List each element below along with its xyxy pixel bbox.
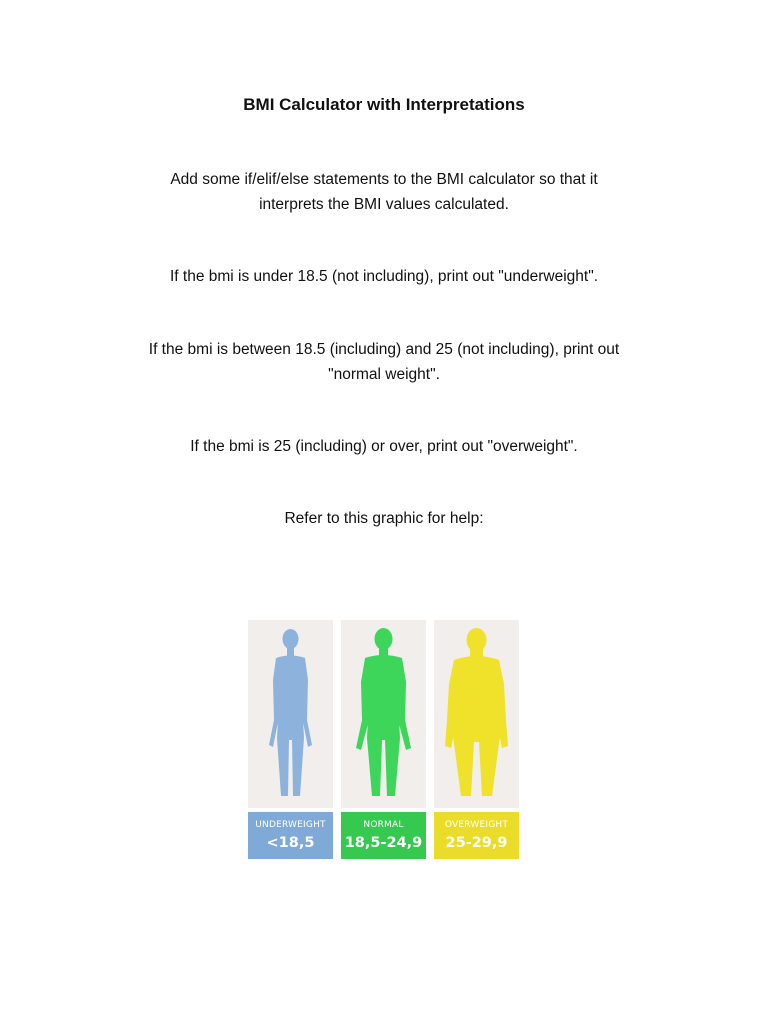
category-label: OVERWEIGHT [444, 820, 509, 830]
paragraph-line: If the bmi is 25 (including) or over, print out "overweight". [190, 438, 578, 455]
paragraph-graphic-reference [104, 506, 664, 531]
figure-background [248, 620, 333, 808]
paragraph-underweight-rule [104, 264, 664, 289]
label-normal [341, 812, 426, 859]
paragraph-line: interprets the BMI values calculated. [259, 196, 509, 213]
overweight-figure-icon [434, 620, 519, 808]
paragraph-line: If the bmi is between 18.5 (including) and 25 (not including), print out [148, 341, 620, 358]
normal-figure-icon [341, 620, 426, 808]
paragraph-normal-rule [104, 337, 664, 387]
range-label: <18,5 [266, 835, 315, 851]
figure-background [434, 620, 519, 808]
category-label: NORMAL [363, 820, 404, 830]
underweight-figure-icon [248, 620, 333, 808]
category-label: UNDERWEIGHT [255, 820, 326, 830]
bmi-panel-normal [341, 620, 426, 860]
bmi-graphic [248, 620, 520, 860]
range-label: 25-29,9 [445, 835, 508, 851]
range-label: 18,5-24,9 [344, 835, 423, 851]
paragraph-line: "normal weight". [328, 366, 440, 383]
label-overweight [434, 812, 519, 859]
bmi-panel-overweight [434, 620, 519, 860]
label-underweight [248, 812, 333, 859]
paragraph-line: Add some if/elif/else statements to the BMI calculator so that it [170, 171, 598, 188]
paragraph-overweight-rule [104, 434, 664, 459]
paragraph-instructions [104, 167, 664, 217]
document-title: BMI Calculator with Interpretations [243, 95, 525, 114]
figure-background [341, 620, 426, 808]
bmi-panel-underweight [248, 620, 333, 860]
paragraph-line: Refer to this graphic for help: [284, 510, 484, 527]
paragraph-line: If the bmi is under 18.5 (not including), print out "underweight". [169, 268, 599, 285]
